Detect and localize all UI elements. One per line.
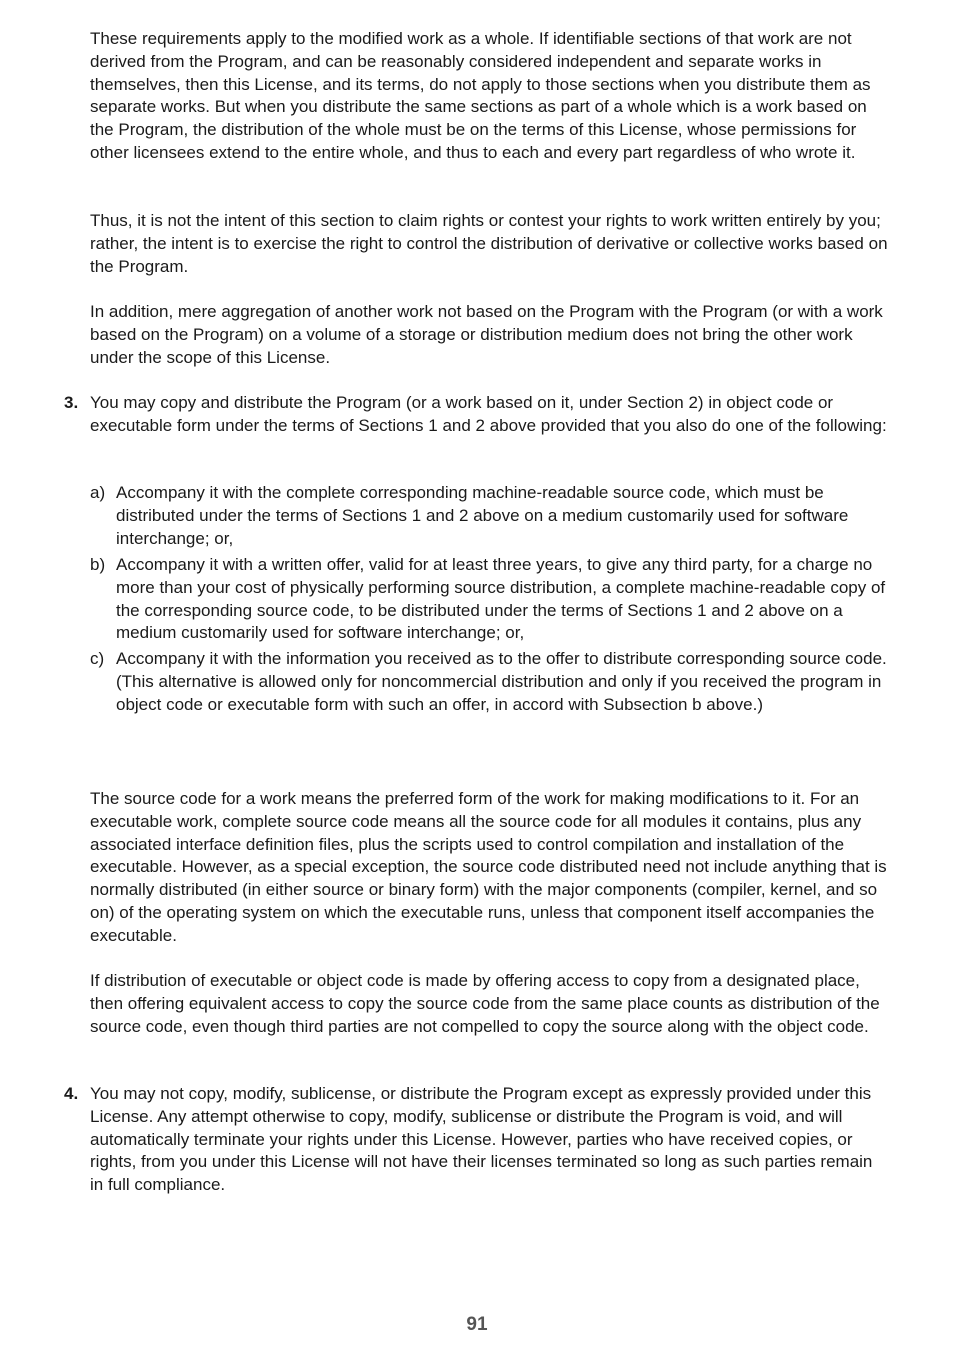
item-b-text: Accompany it with a written offer, valid for at least three years, to give any third party, for a charge no more than your cost of physically performing source distribution, a complete machine-readable copy of the corresponding source code, to be distributed under the terms of Sections 1 and 2 above on a medium customarily used for software interchange; or, bbox=[116, 555, 886, 643]
page-number: 91 bbox=[466, 1314, 488, 1335]
paragraph-intent: Thus, it is not the intent of this section to claim rights or contest your rights to work written entirely by you; rather, the intent is to exercise the right to control the distribution of derivative or collective works based on the Program. bbox=[90, 211, 888, 276]
section-4-number: 4. bbox=[64, 1084, 79, 1103]
paragraph-aggregation: In addition, mere aggregation of another work not based on the Program with the Program (or with a work based on the Program) on a volume of a storage or distribution medium does not bring the other work under the scope of this License. bbox=[90, 302, 883, 367]
paragraph-distribution-access: If distribution of executable or object code is made by offering access to copy from a designated place, then offering equivalent access to copy the source code from the same place counts as distribution of the source code, even though third parties are not compelled to copy the source along with the object code. bbox=[90, 971, 880, 1036]
item-a-text: Accompany it with the complete corresponding machine-readable source code, which must be distributed under the terms of Sections 1 and 2 above on a medium customarily used for software interchange; or, bbox=[116, 483, 849, 548]
paragraph-requirements: These requirements apply to the modified work as a whole. If identifiable sections of that work are not derived from the Program, and can be reasonably considered independent and separate works in themselves, then this License, and its terms, do not apply to those sections when you distribute them as separate works. But when you distribute the same sections as part of a whole which is a work based on the Program, the distribution of the whole must be on the terms of this License, whose permissions for other licensees extend to the entire whole, and thus to each and every part regardless of who wrote it. bbox=[90, 29, 871, 162]
item-c-letter: c) bbox=[90, 649, 105, 668]
item-a-letter: a) bbox=[90, 483, 106, 502]
paragraph-source-code-definition: The source code for a work means the preferred form of the work for making modifications to it. For an executable work, complete source code means all the source code for all modules it contains, plus any associated interface definition files, plus the scripts used to control compilation and installation of the executable. However, as a special exception, the source code distributed need not include anything that is normally distributed (in either source or binary form) with the major components (compiler, kernel, and so on) of the operating system on which the executable runs, unless that component itself accompanies the executable. bbox=[90, 789, 887, 945]
item-c-text: Accompany it with the information you received as to the offer to distribute corresponding source code. (This alternative is allowed only for noncommercial distribution and only if you received the program in object code or executable form with such an offer, in accord with Subsection b above.) bbox=[116, 649, 887, 714]
section-3-text: You may copy and distribute the Program (or a work based on it, under Section 2) in object code or executable form under the terms of Sections 1 and 2 above provided that you also do one of the following: bbox=[90, 393, 887, 435]
section-3-number: 3. bbox=[64, 393, 79, 412]
item-b-letter: b) bbox=[90, 555, 106, 574]
section-4-text: You may not copy, modify, sublicense, or distribute the Program except as expressly provided under this License. Any attempt otherwise to copy, modify, sublicense or distribute the Program is void, and will automatically terminate your rights under this License. However, parties who have received copies, or rights, from you under this License will not have their licenses terminated so long as such parties remain in full compliance. bbox=[90, 1084, 873, 1195]
